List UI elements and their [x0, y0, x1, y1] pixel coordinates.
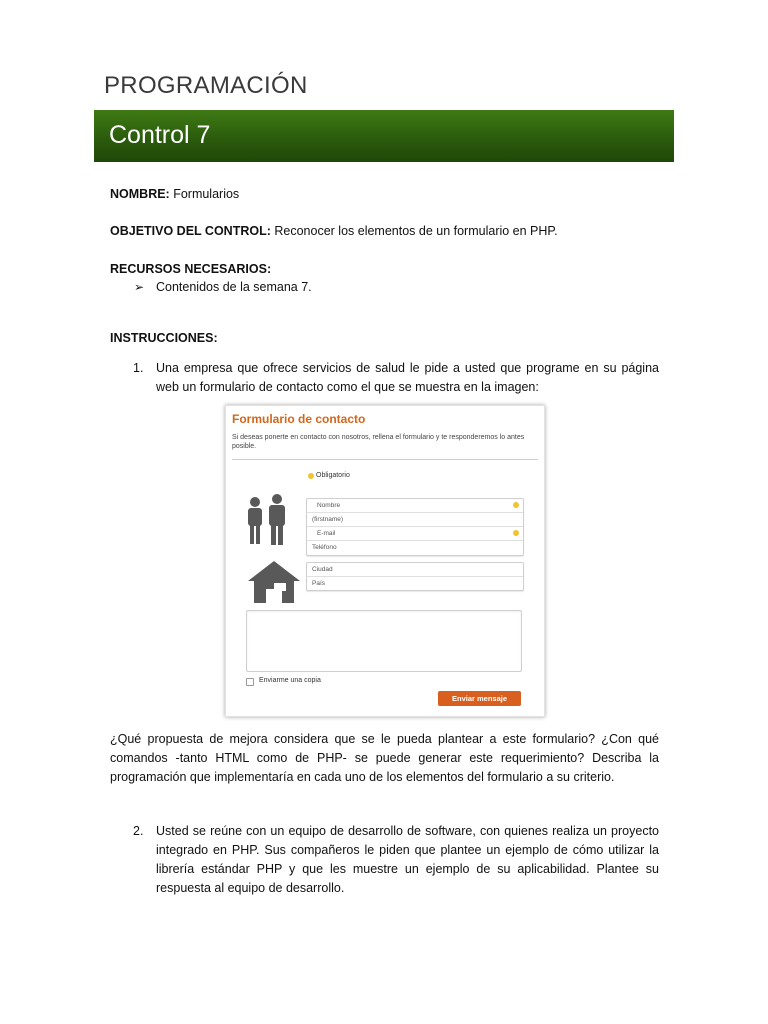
required-dot-icon — [308, 473, 314, 479]
recursos-label: RECURSOS NECESARIOS: — [110, 262, 272, 276]
telefono-field[interactable]: Teléfono — [312, 544, 337, 551]
nombre-value: Formularios — [169, 187, 240, 201]
question1-line2: web un formulario de contacto como el que se muestra en la imagen: — [156, 380, 539, 394]
required-legend: Obligatorio — [316, 472, 350, 479]
nombre-line — [110, 185, 239, 204]
send-message-button[interactable]: Enviar mensaje — [438, 691, 521, 706]
form-divider — [232, 459, 538, 460]
objetivo-line — [110, 222, 558, 241]
subject-heading: PROGRAMACIÓN — [104, 72, 308, 99]
question2-number: 2. — [133, 824, 144, 838]
objetivo-value: Reconocer los elementos de un formulario en PHP. — [270, 224, 558, 238]
message-textarea[interactable] — [246, 610, 522, 672]
question1-number: 1. — [133, 361, 144, 375]
question2-text: Usted se reúne con un equipo de desarrollo de software, con quienes realiza un proyecto integrado en PHP. Sus compañeros le piden que plantee un ejemplo de cómo utilizar la librería estándar PHP y que les muestre un ejemplo de su aplicabilidad. Plantee su respuesta al equipo de desarrollo. — [156, 824, 659, 895]
instrucciones-label: INSTRUCCIONES: — [110, 331, 218, 345]
objetivo-label: OBJETIVO DEL CONTROL: — [110, 224, 271, 238]
ciudad-field[interactable]: Ciudad — [307, 563, 523, 577]
person-fields-group — [306, 498, 524, 556]
address-fields-group — [306, 562, 524, 591]
nombre-field[interactable]: Nombre — [307, 499, 523, 513]
question1-line1: Una empresa que ofrece servicios de salud le pide a usted que programe en su página — [156, 361, 659, 375]
copy-checkbox[interactable] — [246, 678, 254, 686]
required-dot-icon — [513, 502, 519, 508]
banner-title: Control 7 — [109, 121, 211, 149]
contact-form-image — [225, 405, 545, 717]
copy-checkbox-label: Enviarme una copia — [259, 677, 321, 684]
people-icon — [244, 494, 290, 548]
form-title: Formulario de contacto — [232, 412, 366, 426]
pais-field[interactable]: País — [312, 580, 326, 587]
firstname-field[interactable]: (firstname) — [307, 513, 523, 527]
recursos-item: Contenidos de la semana 7. — [156, 280, 312, 294]
email-field[interactable]: E-mail — [307, 527, 523, 541]
arrow-bullet-icon: ➢ — [134, 280, 145, 294]
required-dot-icon — [513, 530, 519, 536]
house-icon — [246, 559, 302, 605]
form-description: Si deseas ponerte en contacto con nosotros, rellena el formulario y te responderemos lo antes posible. — [232, 434, 525, 450]
control-banner — [94, 110, 674, 162]
nombre-label: NOMBRE: — [110, 187, 170, 201]
question1-followup: ¿Qué propuesta de mejora considera que se le pueda plantear a este formulario? ¿Con qué comandos -tanto HTML como de PHP- se puede generar este requerimiento? Describa la programación que implementaría en cada uno de los elementos del formulario a su criterio. — [110, 732, 659, 784]
